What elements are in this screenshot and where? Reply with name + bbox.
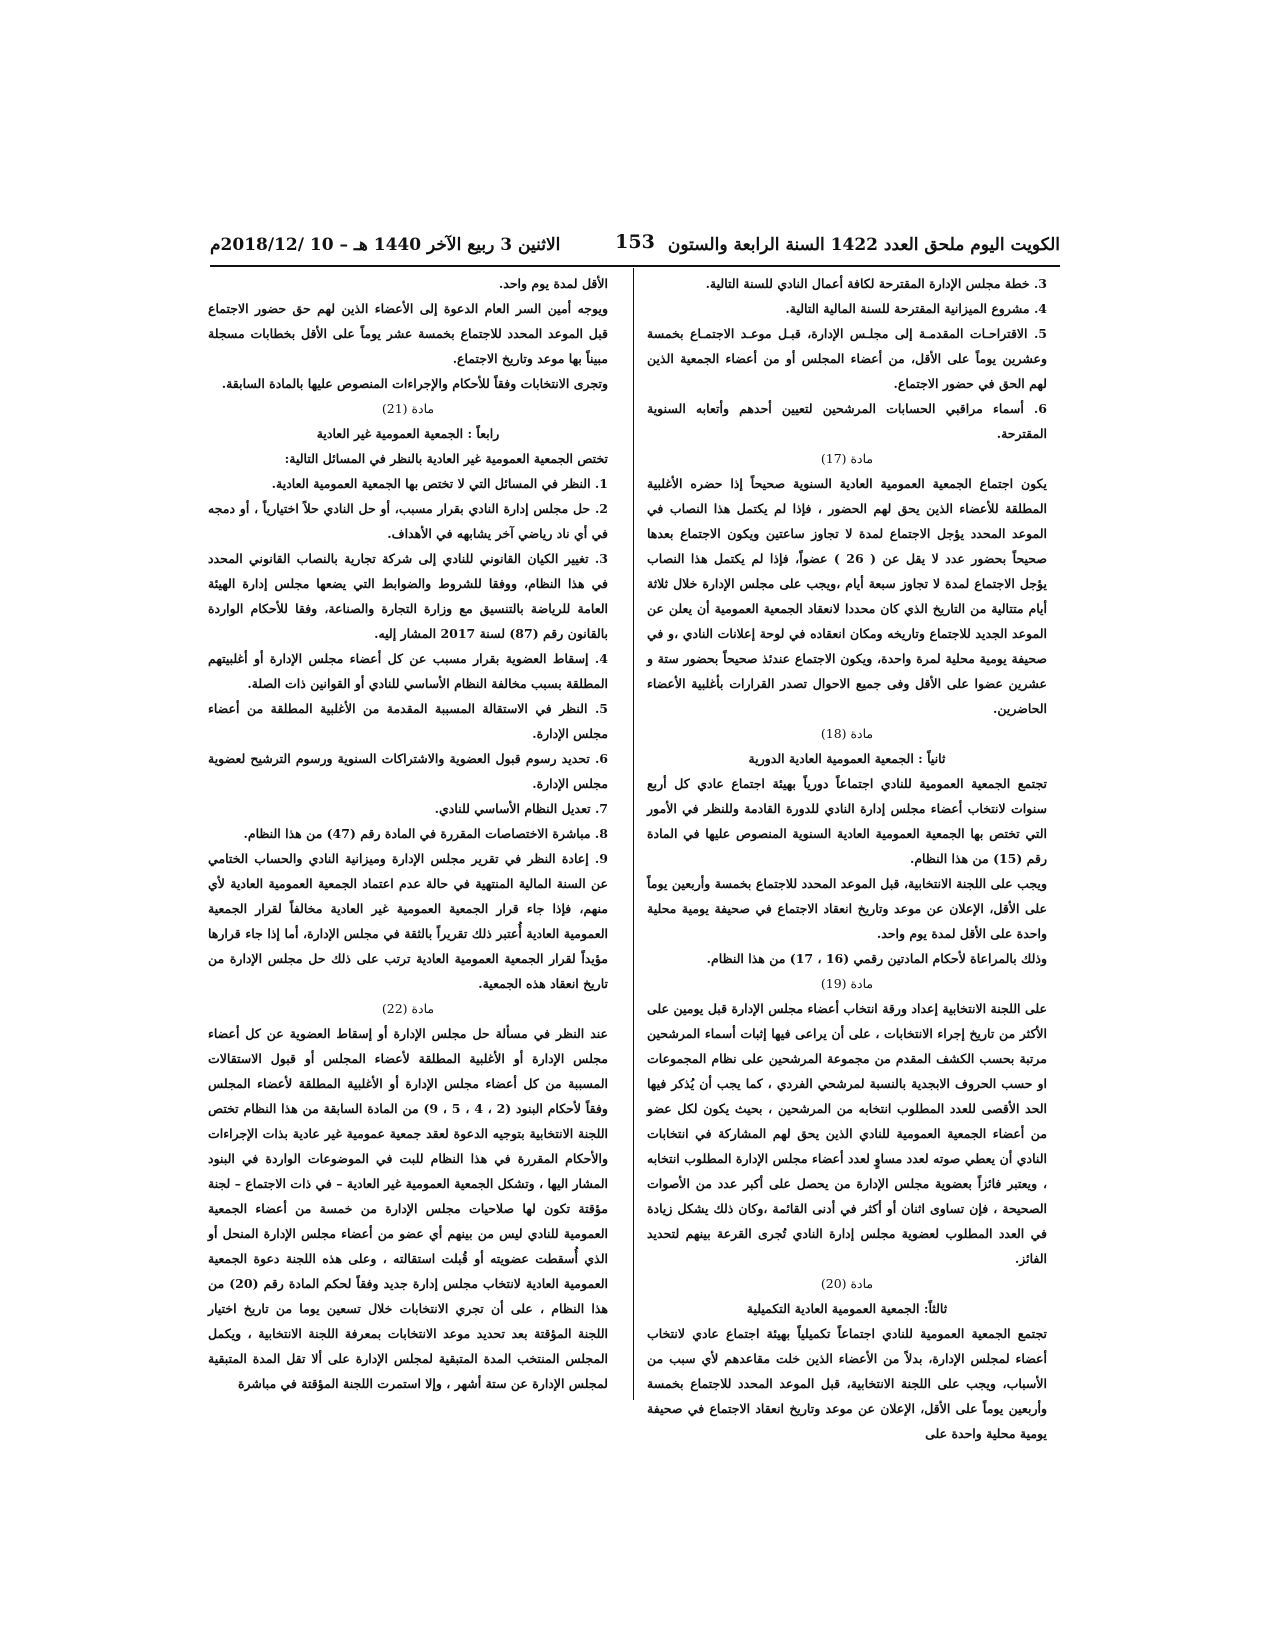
paragraph: وتجرى الانتخابات وفقاً للأحكام والإجراءات المنصوص عليها بالمادة السابقة.	[221, 376, 608, 391]
running-header	[210, 233, 1060, 259]
paragraph: 9. إعادة النظر في تقرير مجلس الإدارة وميزانية النادي والحساب الختامي عن السنة المالية المنتهية في حالة عدم اعتماد الجمعية العمومية العادية لأي منهم، فإذا جاء قرار الجمعية العمومية غير العادية مخالفاً لقرار الجمعية العمومية العادية أُعتبر ذلك تقريراً بالثقة في مجلس الإدارة، أما إذا جاء قرارها مؤيداً لقرار الجمعية العمومية العادية ترتب على ذلك حل مجلس الإدارة من تاريخ انعقاد هذه الجمعية.	[208, 851, 608, 991]
paragraph: 5. النظر في الاستقالة المسببة المقدمة من الأغلبية المطلقة من أعضاء مجلس الإدارة.	[208, 701, 608, 741]
section-heading: ثانياً : الجمعية العمومية العادية الدورية	[748, 751, 946, 766]
paragraph: عند النظر في مسألة حل مجلس الإدارة أو إسقاط العضوية عن كل أعضاء مجلس الإدارة أو الأغلبية المطلقة لأعضاء المجلس أو قبول الاستقالات المسببة من كل أعضاء مجلس الإدارة أو الأغلبية المطلقة لأعضاء المجلس وفقاً لأحكام البنود (2 ، 4 ، 5 ، 9) من المادة السابقة من هذا النظام تختص اللجنة الانتخابية بتوجيه الدعوة لعقد جمعية عمومية غير عادية بذات الإجراءات والأحكام المقررة في هذا النظام للبت في الموضوعات الواردة في البنود المشار اليها ، وتشكل الجمعية العمومية غير العادية – في ذات الاجتماع – لجنة مؤقتة تكون لها صلاحيات مجلس الإدارة من خمسة من أعضاء الجمعية العمومية للنادي ليس من بينهم أي عضو من أعضاء مجلس الإدارة المنحل أو الذي أُسقطت عضويته أو قُبلت استقالته ، وعلى هذه اللجنة دعوة الجمعية العمومية العادية لانتخاب مجلس إدارة جديد وفقاً لحكم المادة رقم (20) من هذا النظام ، على أن تجري الانتخابات خلال تسعين يوما من تاريخ اختيار اللجنة المؤقتة بعد تحديد موعد الانتخابات بمعرفة اللجنة الانتخابية ، ويكمل المجلس المنتخب المدة المتبقية لمجلس الإدارة على ألا تقل المدة المتبقية لمجلس الإدارة عن ستة أشهر ، وإلا استمرت اللجنة المؤقتة في مباشرة	[208, 1026, 608, 1391]
page-number: 153	[615, 231, 655, 253]
section-heading: ثالثاً: الجمعية العمومية العادية التكميلية	[746, 1301, 948, 1316]
left-column	[208, 271, 608, 1396]
right-column	[647, 271, 1047, 1446]
article-heading: مادة (21)	[381, 401, 435, 416]
header-rule	[210, 265, 1060, 267]
paragraph: 6. أسماء مراقبي الحسابات المرشحين لتعيين أحدهم وأتعابه السنوية المقترحة.	[647, 401, 1047, 441]
article-heading: مادة (17)	[820, 451, 874, 466]
paragraph: 4. مشروع الميزانية المقترحة للسنة المالية التالية.	[785, 301, 1047, 316]
article-heading: مادة (18)	[820, 726, 874, 741]
column-divider	[633, 268, 634, 1400]
article-heading: مادة (20)	[820, 1276, 874, 1291]
paragraph: يكون اجتماع الجمعية العمومية العادية السنوية صحيحاً إذا حضره الأغلبية المطلقة للأعضاء الذين يحق لهم الحضور ، فإذا لم يكتمل هذا النصاب في الموعد المحدد يؤجل الاجتماع لمدة لا تجاوز ساعتين ويكون الاجتماع بعدها صحيحاً بحضور عدد لا يقل عن ( 26 ) عضواً، فإذا لم يكتمل هذا النصاب يؤجل الاجتماع لمدة لا تجاوز سبعة أيام ،ويجب على مجلس الإدارة خلال ثلاثة أيام متتالية من التاريخ الذي كان محددا لانعقاد الجمعية العمومية أن يعلن عن الموعد الجديد للاجتماع وتاريخه ومكان انعقاده في لوحة إعلانات النادي ،و في صحيفة يومية محلية لمرة واحدة، ويكون الاجتماع عندئذ صحيحاً بحضور ستة و عشرين عضوا على الأقل وفى جميع الاحوال تصدر القرارات بأغلبية الأعضاء الحاضرين.	[647, 476, 1047, 716]
article-heading: مادة (22)	[381, 1001, 435, 1016]
paragraph: 8. مباشرة الاختصاصات المقررة في المادة رقم (47) من هذا النظام.	[243, 826, 608, 841]
paragraph: 3. تغيير الكيان القانوني للنادي إلى شركة تجارية بالنصاب القانوني المحدد في هذا النظام، ووفقا للشروط والضوابط التي يضعها مجلس إدارة الهيئة العامة للرياضة بالتنسيق مع وزارة التجارة والصناعة، وفقا للأحكام الواردة بالقانون رقم (87) لسنة 2017 المشار إليه.	[208, 551, 608, 641]
paragraph: تجتمع الجمعية العمومية للنادي اجتماعاً دورياً بهيئة اجتماع عادي كل أربع سنوات لانتخاب أعضاء مجلس إدارة النادي للدورة القادمة وللنظر في الأمور التي تختص بها الجمعية العمومية العادية السنوية المنصوص عليها في المادة رقم (15) من هذا النظام.	[647, 776, 1047, 866]
paragraph: 6. تحديد رسوم قبول العضوية والاشتراكات السنوية ورسوم الترشيح لعضوية مجلس الإدارة.	[208, 751, 608, 791]
paragraph: 5. الاقتراحـات المقدمـة إلى مجلـس الإدارة، قبـل موعـد الاجتمـاع بخمسة وعشرين يوماً على الأقل، من أعضاء المجلس أو من أعضاء الجمعية الذين لهم الحق في حضور الاجتماع.	[647, 326, 1047, 391]
paragraph: على اللجنة الانتخابية إعداد ورقة انتخاب أعضاء مجلس الإدارة قبل يومين على الأكثر من تاريخ إجراء الانتخابات ، على أن يراعى فيها إثبات أسماء المرشحين مرتبة بحسب الكشف المقدم من مجموعة المرشحين على نظام المجموعات او حسب الحروف الابجدية بالنسبة لمرشحي الفردي ، كما يجب أن يُذكر فيها الحد الأقصى للعدد المطلوب انتخابه من المرشحين ، بحيث يكون لكل عضو من أعضاء الجمعية العمومية للنادي الذين يحق لهم المشاركة في انتخابات النادي أن يعطي صوته لعدد مساوٍ لعدد أعضاء مجلس الإدارة المطلوب انتخابه ، ويعتبر فائزاً بعضوية مجلس الإدارة من يحصل على أكبر عدد من الأصوات الصحيحة ، فإن تساوى اثنان أو أكثر في أدنى القائمة ،وكان ذلك يشكل زيادة في العدد المطلوب لعضوية مجلس إدارة النادي تُجرى القرعة بينهم لتحديد الفائز.	[647, 1001, 1047, 1266]
paragraph: 2. حل مجلس إدارة النادي بقرار مسبب، أو حل النادي حلاً اختيارياً ، أو دمجه في أي ناد رياضي آخر يشابهه في الأهداف.	[208, 501, 608, 541]
section-heading: رابعاً : الجمعية العمومية غير العادية	[316, 426, 500, 441]
paragraph: تجتمع الجمعية العمومية للنادي اجتماعاً تكميلياً بهيئة اجتماع عادي لانتخاب أعضاء لمجلس الإدارة، بدلاً من الأعضاء الذين خلت مقاعدهم لأي سبب من الأسباب، ويجب على اللجنة الانتخابية، قبل الموعد المحدد للاجتماع بخمسة وأربعين يوماً على الأقل، الإعلان عن موعد وتاريخ انعقاد الاجتماع في صحيفة يومية محلية واحدة على	[647, 1326, 1047, 1441]
paragraph: ويجب على اللجنة الانتخابية، قبل الموعد المحدد للاجتماع بخمسة وأربعين يوماً على الأقل، الإعلان عن موعد وتاريخ انعقاد الاجتماع في صحيفة يومية محلية واحدة على الأقل لمدة يوم واحد.	[647, 876, 1047, 941]
paragraph: 3. خطة مجلس الإدارة المقترحة لكافة أعمال النادي للسنة التالية.	[705, 276, 1047, 291]
article-heading: مادة (19)	[820, 976, 874, 991]
paragraph: الأقل لمدة يوم واحد.	[498, 276, 608, 291]
paragraph: 1. النظر في المسائل التي لا تختص بها الجمعية العمومية العادية.	[271, 476, 608, 491]
header-date: الاثنين 3 ربيع الآخر 1440 هـ – 10 /2018/12م	[210, 235, 561, 255]
paragraph: 4. إسقاط العضوية بقرار مسبب عن كل أعضاء مجلس الإدارة أو أغلبيتهم المطلقة بسبب مخالفة النظام الأساسي للنادي أو القوانين ذات الصلة.	[208, 651, 608, 691]
paragraph: وذلك بالمراعاة لأحكام المادتين رقمي (16 ، 17) من هذا النظام.	[706, 951, 1047, 966]
header-publication: الكويت اليوم ملحق العدد 1422 السنة الرابعة والستون	[667, 235, 1060, 255]
paragraph: ويوجه أمين السر العام الدعوة إلى الأعضاء الذين لهم حق حضور الاجتماع قبل الموعد المحدد للاجتماع بخمسة عشر يوماً على الأقل بخطابات مسجلة مبيناً بها موعد وتاريخ الاجتماع.	[208, 301, 608, 366]
paragraph: تختص الجمعية العمومية غير العادية بالنظر في المسائل التالية:	[284, 451, 608, 466]
paragraph: 7. تعديل النظام الأساسي للنادي.	[434, 801, 608, 816]
